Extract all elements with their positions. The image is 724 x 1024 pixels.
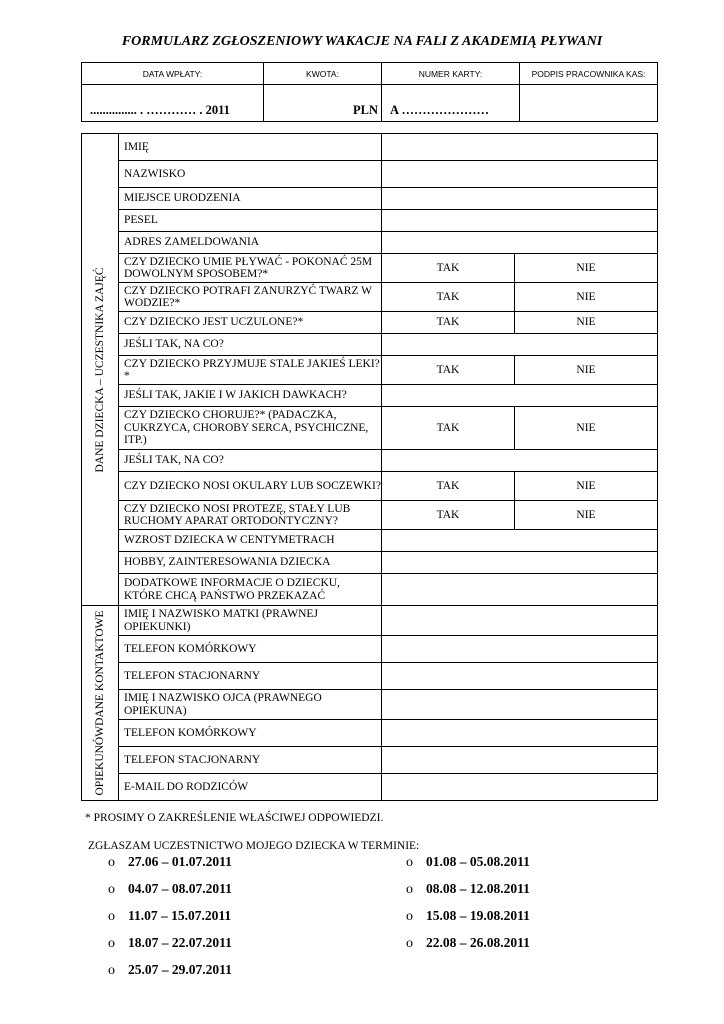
form-row <box>82 552 658 574</box>
field-label: TELEFON STACJONARNY <box>119 663 382 690</box>
field-input[interactable] <box>382 720 658 747</box>
payment-date-field[interactable] <box>82 85 264 122</box>
term-option[interactable] <box>406 935 530 952</box>
term-option[interactable] <box>108 962 232 979</box>
form-row <box>82 254 658 283</box>
option-no[interactable]: NIE <box>515 254 658 283</box>
form-row <box>82 636 658 663</box>
form-row <box>82 232 658 254</box>
form-title: FORMULARZ ZGŁOSZENIOWY WAKACJE NA FALI Z AKADEMIĄ PŁYWANI <box>121 34 603 49</box>
form-row <box>82 606 658 636</box>
form-row <box>82 188 658 210</box>
footnote: * PROSIMY O ZAKREŚLENIE WŁAŚCIWEJ ODPOWIEDZI. <box>85 812 384 824</box>
option-no[interactable]: NIE <box>515 472 658 501</box>
circle-bullet-icon: o <box>406 936 413 951</box>
guardian-section-label <box>82 606 119 801</box>
form-row <box>82 690 658 720</box>
form-row <box>82 210 658 232</box>
form-row <box>82 134 658 161</box>
term-label: 11.07 – 15.07.2011 <box>128 908 232 923</box>
option-no[interactable]: NIE <box>515 501 658 530</box>
form-row <box>82 312 658 334</box>
section-label-text: DANE DZIECKA – UCZESTNIKA ZAJĘĆ <box>93 266 106 473</box>
payment-amount-header: KWOTA: <box>264 63 382 85</box>
field-label: IMIĘ I NAZWISKO MATKI (PRAWNEJ OPIEKUNKI) <box>119 606 382 636</box>
term-label: 08.08 – 12.08.2011 <box>426 881 530 896</box>
field-input[interactable] <box>382 188 658 210</box>
option-yes[interactable]: TAK <box>382 356 515 385</box>
option-yes[interactable]: TAK <box>382 312 515 334</box>
field-label: MIEJSCE URODZENIA <box>119 188 382 210</box>
form-row <box>82 385 658 407</box>
form-row <box>82 774 658 801</box>
field-input[interactable] <box>382 530 658 552</box>
field-label: HOBBY, ZAINTERESOWANIA DZIECKA <box>119 552 382 574</box>
field-input[interactable] <box>382 134 658 161</box>
field-input[interactable] <box>382 385 658 407</box>
terms-heading: ZGŁASZAM UCZESTNICTWO MOJEGO DZIECKA W TERMINIE: <box>88 840 420 852</box>
form-row <box>82 663 658 690</box>
term-label: 27.06 – 01.07.2011 <box>128 854 232 869</box>
field-label: CZY DZIECKO UMIE PŁYWAĆ - POKONAĆ 25M DOWOLNYM SPOSOBEM?* <box>119 254 382 283</box>
field-input[interactable] <box>382 450 658 472</box>
option-no[interactable]: NIE <box>515 283 658 312</box>
payment-date-value: ............... . ………… . 2011 <box>90 103 230 117</box>
term-option[interactable] <box>108 881 232 898</box>
term-label: 22.08 – 26.08.2011 <box>426 935 530 950</box>
payment-card-value: A ………………… <box>390 103 489 117</box>
form-row <box>82 356 658 385</box>
circle-bullet-icon: o <box>406 855 413 870</box>
form-row <box>82 530 658 552</box>
payment-signature-header: PODPIS PRACOWNIKA KAS: <box>520 63 658 85</box>
field-input[interactable] <box>382 552 658 574</box>
payment-card-header: NUMER KARTY: <box>382 63 520 85</box>
field-input[interactable] <box>382 690 658 720</box>
field-input[interactable] <box>382 636 658 663</box>
term-option[interactable] <box>108 854 232 871</box>
field-input[interactable] <box>382 232 658 254</box>
circle-bullet-icon: o <box>406 882 413 897</box>
form-row <box>82 283 658 312</box>
option-yes[interactable]: TAK <box>382 472 515 501</box>
field-label: IMIĘ <box>119 134 382 161</box>
term-option[interactable] <box>108 935 232 952</box>
circle-bullet-icon: o <box>108 882 115 897</box>
term-label: 18.07 – 22.07.2011 <box>128 935 232 950</box>
circle-bullet-icon: o <box>406 909 413 924</box>
form-row <box>82 161 658 188</box>
circle-bullet-icon: o <box>108 855 115 870</box>
field-input[interactable] <box>382 161 658 188</box>
field-label: CZY DZIECKO CHORUJE?* (PADACZKA, CUKRZYCA, CHOROBY SERCA, PSYCHICZNE, ITP.) <box>119 407 382 450</box>
field-input[interactable] <box>382 663 658 690</box>
field-label: IMIĘ I NAZWISKO OJCA (PRAWNEGO OPIEKUNA) <box>119 690 382 720</box>
field-label: WZROST DZIECKA W CENTYMETRACH <box>119 530 382 552</box>
field-label: CZY DZIECKO PRZYJMUJE STALE JAKIEŚ LEKI?* <box>119 356 382 385</box>
circle-bullet-icon: o <box>108 963 115 978</box>
field-label: JEŚLI TAK, JAKIE I W JAKICH DAWKACH? <box>119 385 382 407</box>
term-label: 25.07 – 29.07.2011 <box>128 962 232 977</box>
term-option[interactable] <box>108 908 231 925</box>
form-row <box>82 472 658 501</box>
field-label: ADRES ZAMELDOWANIA <box>119 232 382 254</box>
field-label: PESEL <box>119 210 382 232</box>
application-form-table <box>81 133 658 801</box>
form-row <box>82 501 658 530</box>
term-label: 01.08 – 05.08.2011 <box>426 854 530 869</box>
option-yes[interactable]: TAK <box>382 283 515 312</box>
circle-bullet-icon: o <box>108 909 115 924</box>
field-label: CZY DZIECKO NOSI OKULARY LUB SOCZEWKI? <box>119 472 382 501</box>
section-label-text: OPIEKUNÓWDANE KONTAKTOWE <box>93 610 106 796</box>
child-section-label <box>82 134 119 606</box>
term-label: 15.08 – 19.08.2011 <box>426 908 530 923</box>
form-row <box>82 720 658 747</box>
form-row <box>82 747 658 774</box>
field-label: CZY DZIECKO POTRAFI ZANURZYĆ TWARZ W WODZIE?* <box>119 283 382 312</box>
field-input[interactable] <box>382 334 658 356</box>
option-yes[interactable]: TAK <box>382 254 515 283</box>
field-label: CZY DZIECKO NOSI PROTEZĘ, STAŁY LUB RUCHOMY APARAT ORTODONTYCZNY? <box>119 501 382 530</box>
payment-amount-field[interactable] <box>264 85 382 122</box>
field-label: JEŚLI TAK, NA CO? <box>119 450 382 472</box>
payment-table <box>81 62 658 122</box>
field-input[interactable] <box>382 774 658 801</box>
payment-signature-field[interactable] <box>520 85 658 122</box>
option-yes[interactable]: TAK <box>382 407 515 450</box>
field-input[interactable] <box>382 574 658 606</box>
field-label: JEŚLI TAK, NA CO? <box>119 334 382 356</box>
field-label: TELEFON STACJONARNY <box>119 747 382 774</box>
field-label: E-MAIL DO RODZICÓW <box>119 774 382 801</box>
form-row <box>82 574 658 606</box>
term-label: 04.07 – 08.07.2011 <box>128 881 232 896</box>
field-label: CZY DZIECKO JEST UCZULONE?* <box>119 312 382 334</box>
payment-amount-value: PLN <box>353 103 378 117</box>
field-label: NAZWISKO <box>119 161 382 188</box>
payment-date-header: DATA WPŁATY: <box>82 63 264 85</box>
option-no[interactable]: NIE <box>515 312 658 334</box>
option-no[interactable]: NIE <box>515 407 658 450</box>
option-yes[interactable]: TAK <box>382 501 515 530</box>
payment-card-field[interactable] <box>382 85 520 122</box>
circle-bullet-icon: o <box>108 936 115 951</box>
term-option[interactable] <box>406 881 530 898</box>
field-input[interactable] <box>382 606 658 636</box>
option-no[interactable]: NIE <box>515 356 658 385</box>
field-label: DODATKOWE INFORMACJE O DZIECKU, KTÓRE CHCĄ PAŃSTWO PRZEKAZAĆ <box>119 574 382 606</box>
field-input[interactable] <box>382 210 658 232</box>
field-label: TELEFON KOMÓRKOWY <box>119 636 382 663</box>
form-row <box>82 450 658 472</box>
form-row <box>82 334 658 356</box>
field-label: TELEFON KOMÓRKOWY <box>119 720 382 747</box>
field-input[interactable] <box>382 747 658 774</box>
term-option[interactable] <box>406 854 530 871</box>
form-row <box>82 407 658 450</box>
term-option[interactable] <box>406 908 530 925</box>
